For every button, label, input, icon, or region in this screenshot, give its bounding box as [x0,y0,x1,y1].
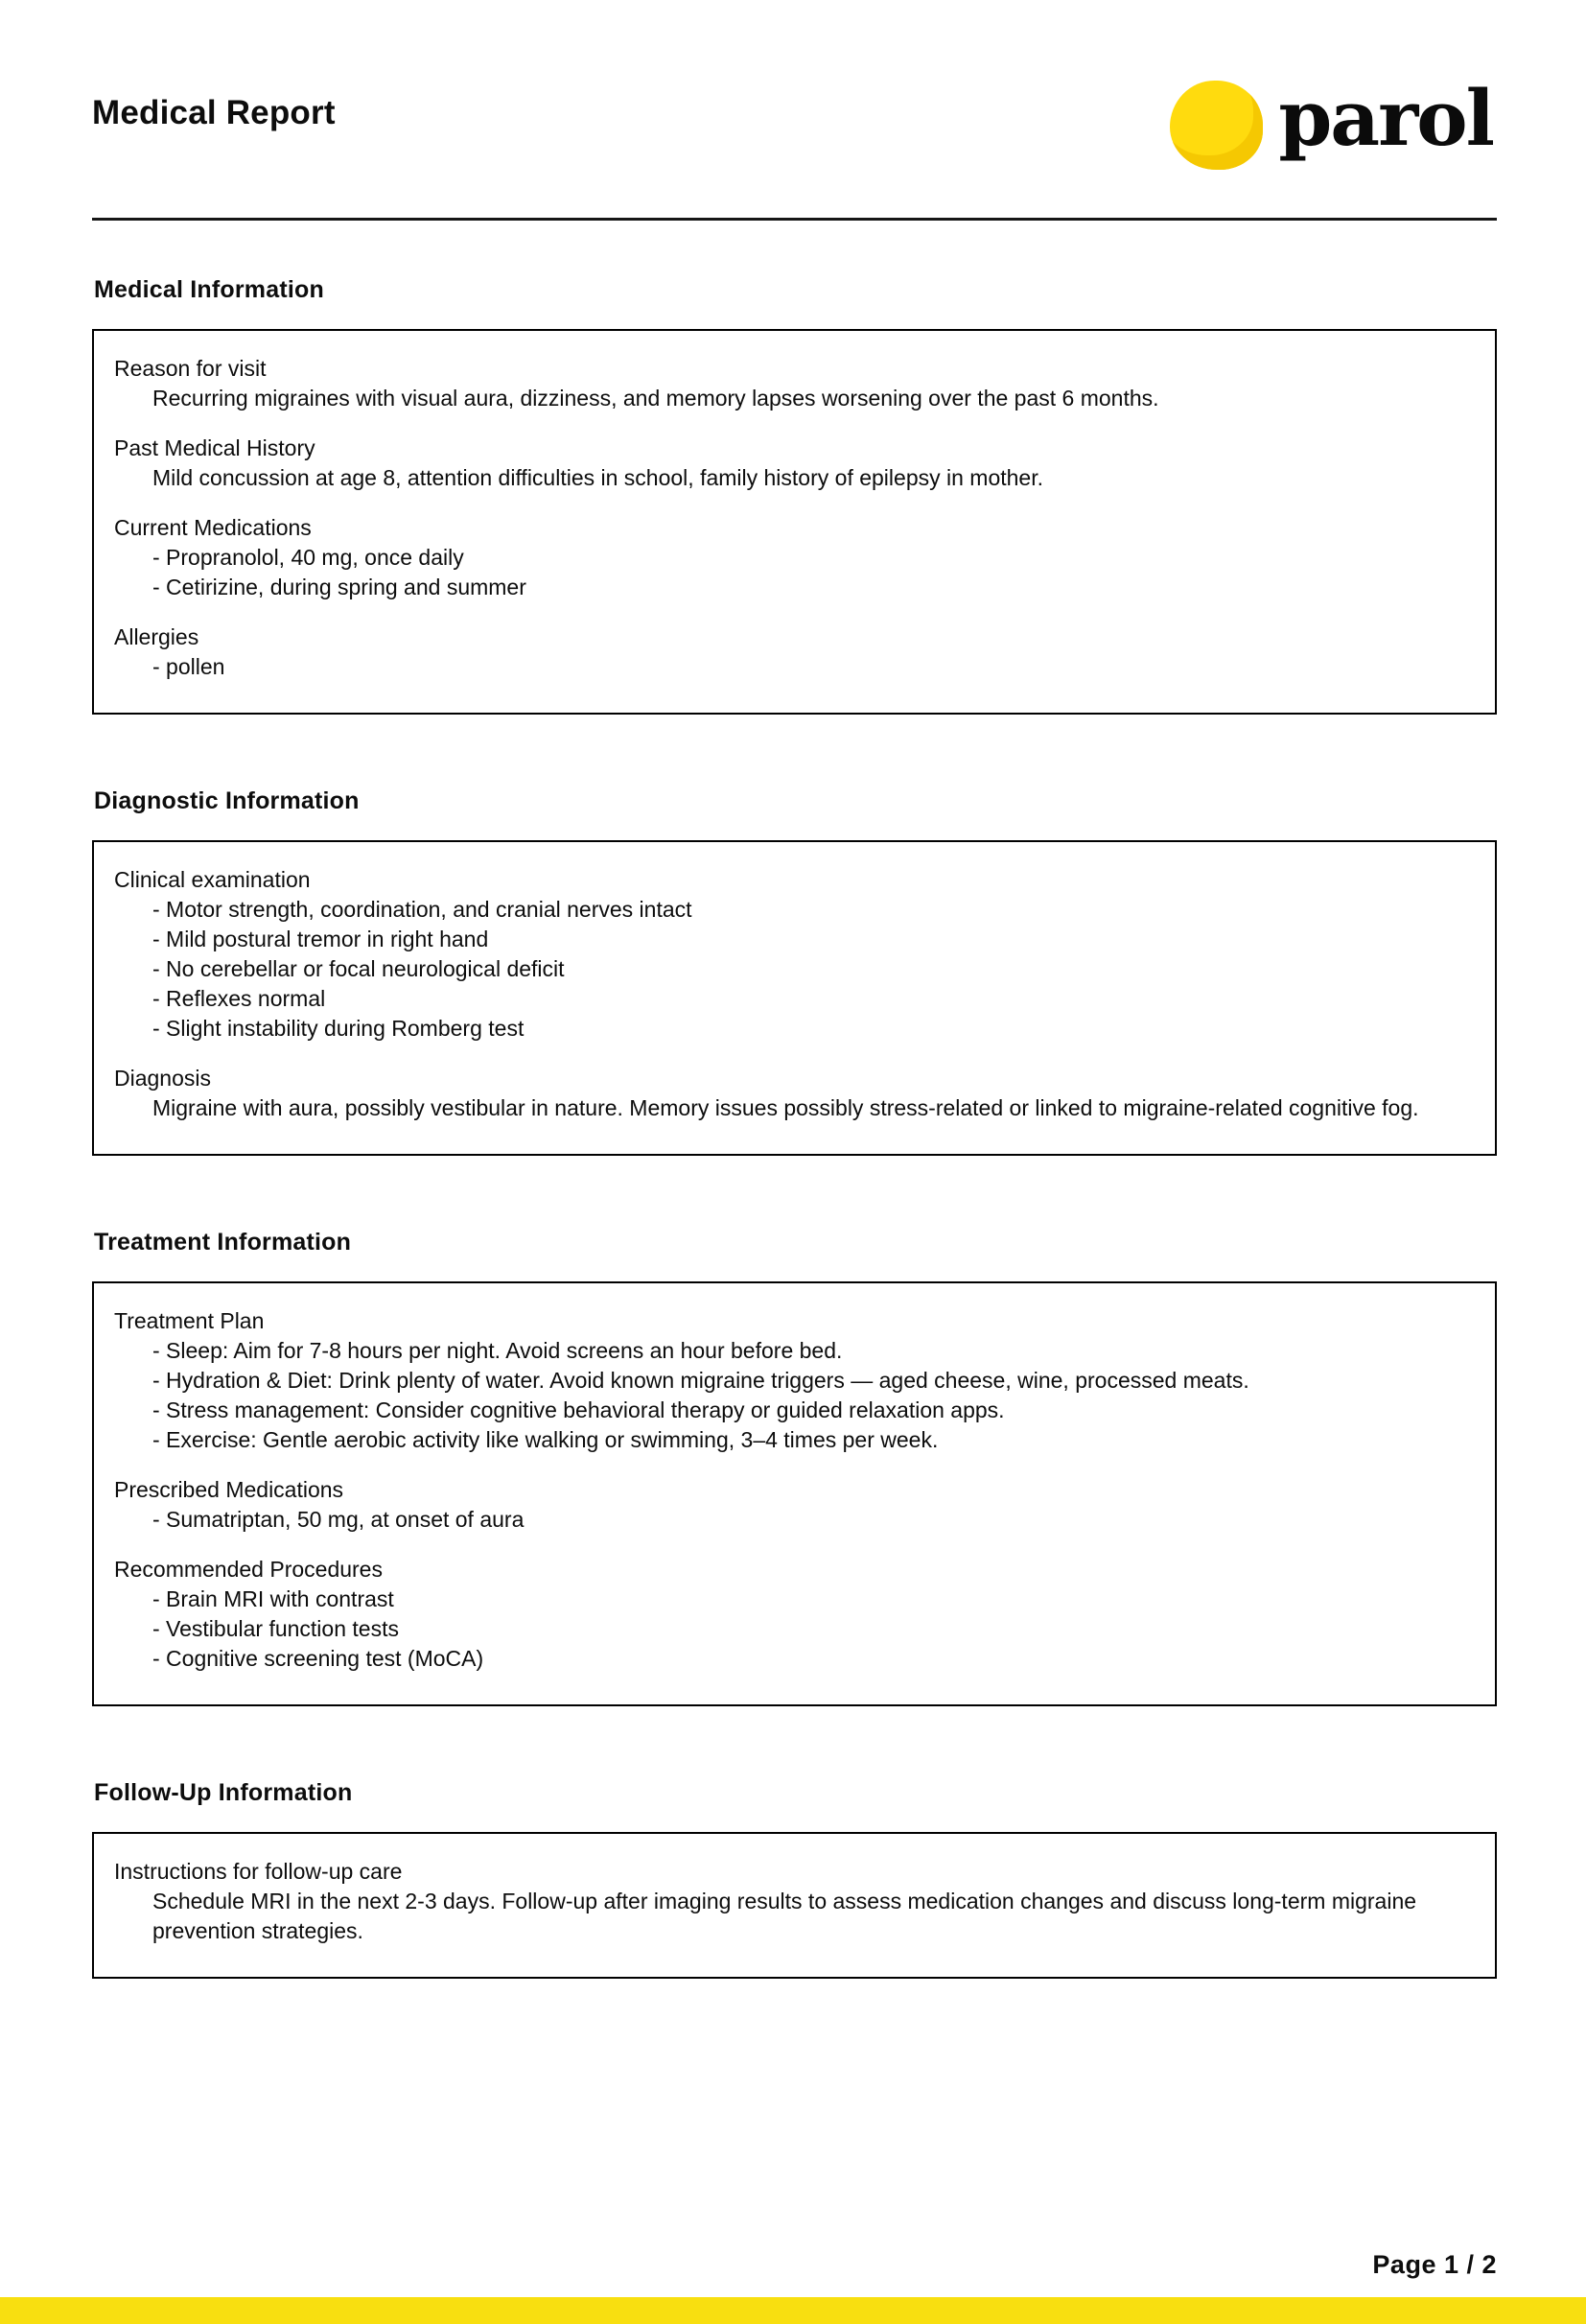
field-value: - Cetirizine, during spring and summer [152,575,526,599]
field-diagnosis [114,1064,1470,1123]
section-heading: Treatment Information [94,1229,352,1256]
field-value: - Reflexes normal [152,986,326,1011]
section-box [92,1832,1497,1979]
section-diagnostic-information [92,787,1497,1156]
accent-bottom-bar [0,2297,1586,2324]
field-value: - Mild postural tremor in right hand [152,927,489,951]
field-value: - Cognitive screening test (MoCA) [152,1646,484,1671]
section-box [92,1281,1497,1706]
field-value: - Sleep: Aim for 7-8 hours per night. Avoid screens an hour before bed. [152,1338,843,1363]
field-recommended-procedures [114,1555,1470,1674]
field-value: - Vestibular function tests [152,1616,399,1641]
field-value: - Exercise: Gentle aerobic activity like walking or swimming, 3–4 times per week. [152,1427,939,1452]
section-heading: Follow-Up Information [94,1779,353,1806]
page-footer [1372,2250,1497,2280]
field-current-medications [114,513,1470,602]
field-value: - Motor strength, coordination, and cranial nerves intact [152,897,692,922]
medical-report-document [0,72,1586,1979]
field-label: Past Medical History [114,435,315,460]
field-value: Mild concussion at age 8, attention difficulties in school, family history of epilepsy in mother. [152,465,1043,490]
section-medical-information [92,276,1497,715]
field-prescribed-medications [114,1475,1470,1535]
field-value: Recurring migraines with visual aura, dizziness, and memory lapses worsening over the past 6 months. [152,386,1159,411]
section-treatment-information [92,1229,1497,1706]
header-divider [92,218,1497,221]
field-label: Clinical examination [114,867,311,892]
field-label: Allergies [114,624,199,649]
field-value: - Sumatriptan, 50 mg, at onset of aura [152,1507,525,1532]
field-value: - No cerebellar or focal neurological deficit [152,956,565,981]
page-title: Medical Report [92,94,336,131]
field-clinical-examination [114,865,1470,1044]
field-label: Prescribed Medications [114,1477,344,1502]
field-value: - Propranolol, 40 mg, once daily [152,545,464,570]
field-value: Schedule MRI in the next 2-3 days. Follow-up after imaging results to assess medication changes and discuss long-term migraine prevention strategies. [152,1889,1417,1943]
parol-logo-text: parol [1278,72,1493,163]
section-box [92,329,1497,715]
field-label: Instructions for follow-up care [114,1859,403,1884]
section-heading: Diagnostic Information [94,787,360,814]
field-label: Current Medications [114,515,312,540]
field-label: Recommended Procedures [114,1557,383,1582]
field-value: - Slight instability during Romberg test [152,1016,525,1041]
field-follow-up-instructions [114,1857,1470,1946]
page-header [92,72,1497,170]
field-label: Treatment Plan [114,1308,265,1333]
section-box [92,840,1497,1156]
field-label: Reason for visit [114,356,267,381]
field-past-medical-history [114,434,1470,493]
section-follow-up-information [92,1779,1497,1979]
field-allergies [114,622,1470,682]
field-label: Diagnosis [114,1066,211,1091]
field-reason-for-visit [114,354,1470,413]
parol-logo [1170,72,1493,170]
page-number: Page 1 / 2 [1372,2250,1497,2279]
field-value: - Stress management: Consider cognitive behavioral therapy or guided relaxation apps. [152,1397,1005,1422]
field-treatment-plan [114,1306,1470,1455]
field-value: - Hydration & Diet: Drink plenty of water. Avoid known migraine triggers — aged cheese, wine, processed meats. [152,1368,1249,1393]
field-value: - pollen [152,654,225,679]
parol-logo-icon [1170,81,1263,170]
section-heading: Medical Information [94,276,324,303]
field-value: Migraine with aura, possibly vestibular in nature. Memory issues possibly stress-related or linked to migraine-related cognitive fog. [152,1095,1419,1120]
field-value: - Brain MRI with contrast [152,1586,394,1611]
